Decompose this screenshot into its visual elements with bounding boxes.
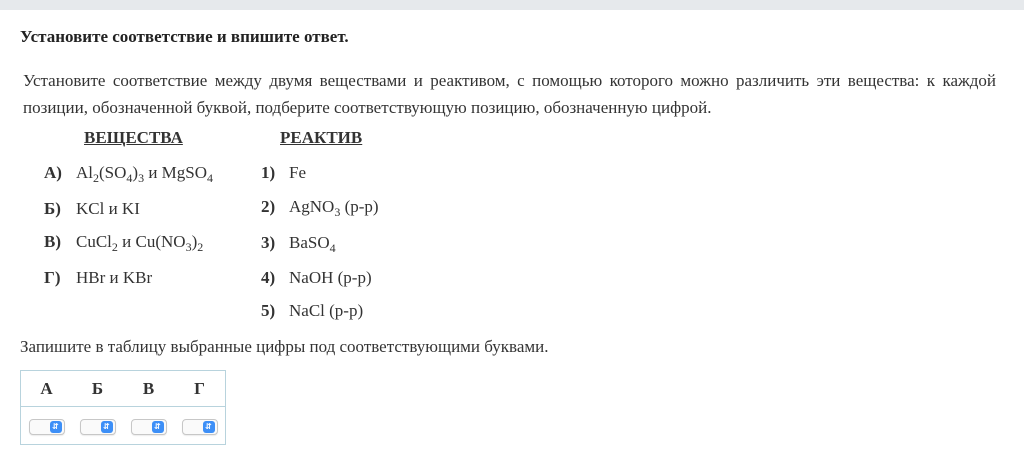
column-header-substances: ВЕЩЕСТВА xyxy=(84,128,183,147)
substance-row-b xyxy=(44,199,140,219)
substance-text: $Al_2(SO_4)_3$ и MgSO$_4$ xyxy=(76,163,214,185)
substance-text: KCl и KI xyxy=(76,199,140,218)
reagent-row-2 xyxy=(261,197,379,217)
answer-header-v: В xyxy=(123,371,174,407)
reagent-label: 5) xyxy=(261,301,276,320)
task-intro: Установите соответствие между двумя веществами и реактивом, с помощью которого можно различить эти вещества: к каждой позиции, обозначенной буквой, подберите соответствующую позицию, обозначенную цифрой. xyxy=(23,71,996,117)
reagent-row-3 xyxy=(261,233,336,253)
substance-text: CuCl$_2$ и $Cu(NO_3)_2$ xyxy=(76,232,204,254)
substance-label: А) xyxy=(44,163,62,182)
reagent-row-4 xyxy=(261,268,372,288)
reagent-text: NaOH (р-р) xyxy=(289,268,372,287)
substance-label: Г) xyxy=(44,268,61,287)
substance-text: HBr и KBr xyxy=(76,268,153,287)
updown-chevron-icon: ⇵ xyxy=(50,421,62,433)
reagent-text: BaSO$_4$ xyxy=(289,233,336,255)
answer-select-g[interactable] xyxy=(182,419,218,435)
substance-label: В) xyxy=(44,232,61,251)
answer-header-b: Б xyxy=(72,371,123,407)
reagent-text: NaCl (р-р) xyxy=(289,301,364,320)
answer-select-a[interactable] xyxy=(29,419,65,435)
top-bar xyxy=(0,0,1024,10)
task-heading: Установите соответствие и впишите ответ. xyxy=(20,27,349,46)
answer-select-v[interactable] xyxy=(131,419,167,435)
reagent-label: 3) xyxy=(261,233,276,252)
reagent-label: 2) xyxy=(261,197,276,216)
answer-table xyxy=(20,370,226,445)
column-header-reagent: РЕАКТИВ xyxy=(280,128,363,147)
updown-chevron-icon: ⇵ xyxy=(101,421,113,433)
reagent-label: 1) xyxy=(261,163,276,182)
substance-row-g xyxy=(44,268,152,288)
substance-label: Б) xyxy=(44,199,61,218)
reagent-row-1 xyxy=(261,163,306,183)
reagent-row-5 xyxy=(261,301,363,321)
answer-header-g: Г xyxy=(174,371,226,407)
answer-header-a: А xyxy=(21,371,73,407)
answer-select-b[interactable] xyxy=(80,419,116,435)
reagent-text: AgNO$_3$ (р-р) xyxy=(289,197,379,219)
reagent-label: 4) xyxy=(261,268,276,287)
substance-row-v xyxy=(44,232,203,252)
reagent-text: Fe xyxy=(289,163,306,182)
answer-instruction: Запишите в таблицу выбранные цифры под соответствующими буквами. xyxy=(20,337,549,356)
updown-chevron-icon: ⇵ xyxy=(203,421,215,433)
updown-chevron-icon: ⇵ xyxy=(152,421,164,433)
substance-row-a xyxy=(44,163,213,183)
